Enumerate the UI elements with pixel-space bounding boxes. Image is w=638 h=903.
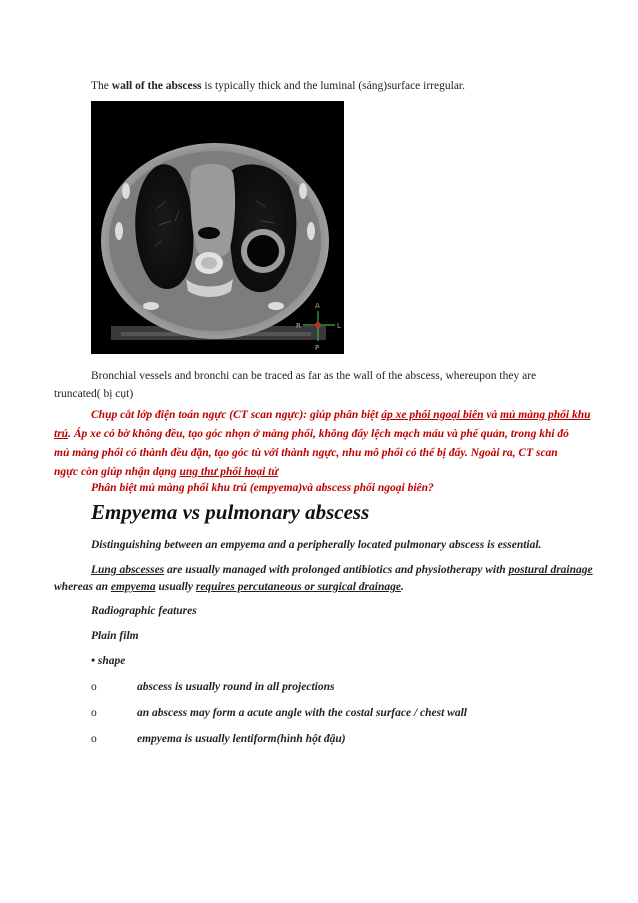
list-item-bullet: o — [91, 707, 97, 719]
marker-p: P — [315, 344, 320, 352]
marker-a: A — [315, 302, 320, 310]
bullet-dot-icon: • — [91, 655, 96, 667]
marker-r: R — [296, 322, 301, 330]
vn-question: Phân biệt mủ màng phổi khu trú (empyema)và abscess phổi ngoại biên? — [91, 482, 434, 494]
text-span: are usually managed with prolonged antibiotics and physiotherapy with — [164, 564, 509, 576]
link-drainage[interactable]: requires percutaneous or surgical drainage — [195, 581, 401, 593]
link-lung-abscesses[interactable]: Lung abscesses — [91, 564, 165, 576]
bronchial-paragraph-line2: truncated( bị cụt) — [54, 388, 134, 400]
mediastinum — [190, 164, 235, 259]
abscess-cavity — [247, 235, 279, 267]
list-item-bullet: o — [91, 733, 97, 745]
bold-text: wall of the abscess — [111, 80, 202, 92]
section-heading: Empyema vs pulmonary abscess — [91, 500, 370, 524]
list-item: abscess is usually round in all projections — [137, 681, 335, 693]
link-postural-drainage[interactable]: postural drainage — [508, 564, 593, 576]
bronchial-paragraph-line1: Bronchial vessels and bronchi can be traced as far as the wall of the abscess, whereupon they are — [91, 370, 537, 382]
link-empyema[interactable]: empyema — [110, 581, 156, 593]
vn-paragraph-line3: mủ màng phổi có thành đều đặn, tạo góc tù với thành ngực, nhu mô phổi có thể bị đẩy. Ngoài ra, CT scan — [54, 447, 558, 459]
link-ung-thu-phoi[interactable]: ung thư phổi hoại tử — [179, 466, 279, 478]
text-span: . — [400, 581, 404, 593]
text-span: whereas an — [54, 581, 111, 593]
vn-paragraph-line2 — [54, 424, 569, 444]
plain-film: Plain film — [91, 630, 139, 642]
radiographic-features: Radiographic features — [91, 605, 197, 617]
text-span: The — [91, 80, 112, 92]
trachea — [198, 227, 220, 239]
ct-scan-image — [91, 101, 344, 354]
abscess-wall-paragraph — [91, 76, 465, 96]
vn-paragraph-line1 — [91, 405, 591, 425]
shape-bullet-item — [91, 651, 125, 671]
text-span: Chụp cắt lớp điện toán ngực (CT scan ngực): giúp phân biệt — [91, 409, 382, 421]
list-item-bullet: o — [91, 681, 97, 693]
link-mu-mang-phoi[interactable]: mủ màng phổi khu — [500, 409, 591, 421]
text-span: usually — [155, 581, 196, 593]
text-span: và — [483, 409, 501, 421]
ct-scan-drawing — [91, 101, 344, 354]
text-span: ngực còn giúp nhận dạng — [54, 466, 180, 478]
link-ap-xe-phoi[interactable]: áp xe phổi ngoại biên — [381, 409, 484, 421]
marker-l: L — [337, 322, 341, 330]
link-mu-mang-phoi-cont[interactable]: trú — [54, 428, 69, 440]
shape-label: shape — [97, 655, 126, 667]
list-item: empyema is usually lentiform(hình hột đậu) — [137, 733, 346, 745]
list-item: an abscess may form a acute angle with the costal surface / chest wall — [137, 707, 467, 719]
orientation-marker — [315, 322, 321, 328]
text-span: . Áp xe có bờ không đều, tạo góc nhọn ở màng phổi, không đẩy lệch mạch máu và phế quản, trong khi đó — [68, 428, 569, 440]
distinguish-paragraph: Distinguishing between an empyema and a peripherally located pulmonary abscess is essential. — [91, 539, 542, 551]
text-span: is typically thick and the luminal (sáng)surface irregular. — [201, 80, 465, 92]
lung-paragraph-line2 — [54, 577, 404, 597]
